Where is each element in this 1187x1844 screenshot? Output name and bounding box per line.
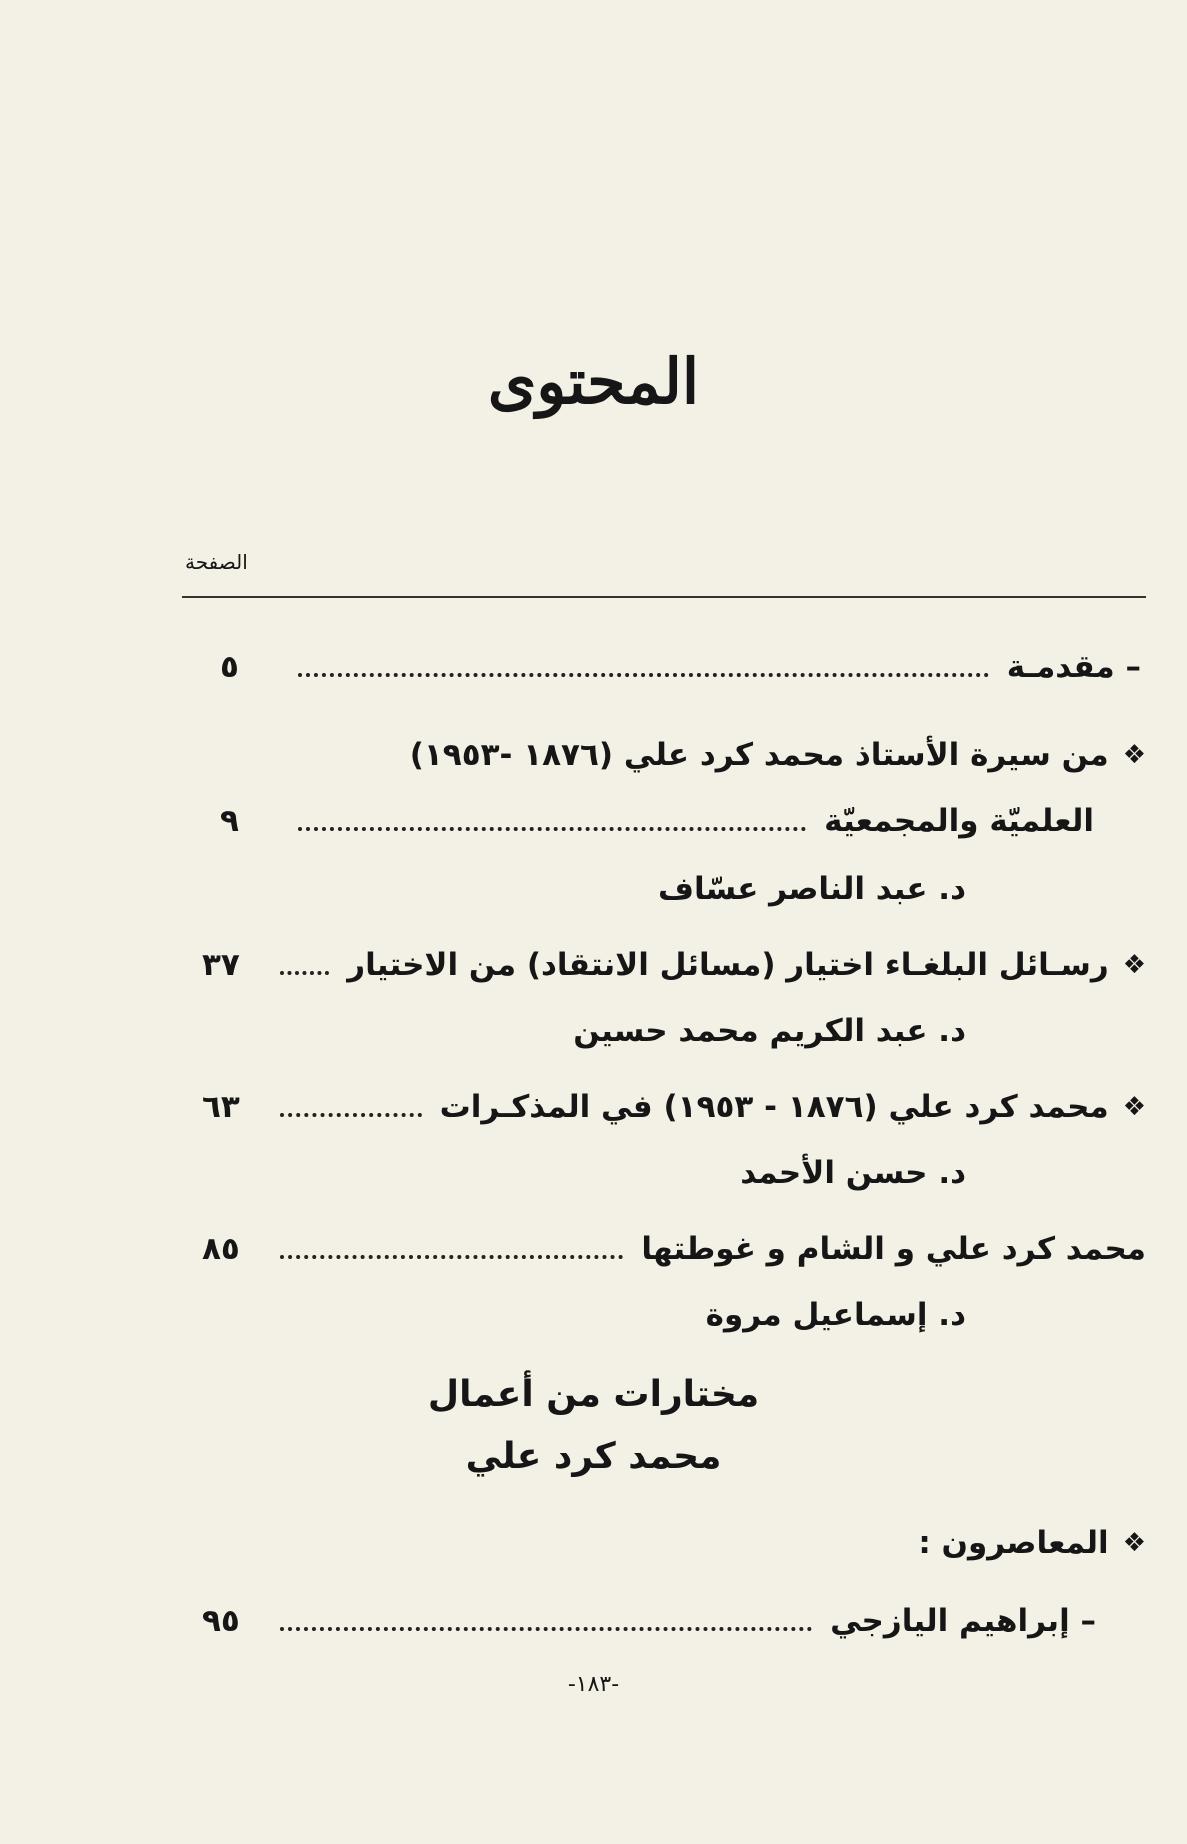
section-heading: مختارات من أعمال — [427, 1374, 760, 1415]
toc-entry-biography[interactable] — [182, 728, 1146, 782]
diamond-bullet-icon: ❖ — [1122, 1528, 1146, 1558]
subsection-label: المعاصرون : — [918, 1525, 1109, 1561]
page-title: المحتوى — [487, 345, 700, 418]
author-name: د. حسن الأحمد — [740, 1155, 966, 1191]
subsection-contemporaries — [182, 1516, 1146, 1570]
page-number: -١٨٣- — [567, 1672, 620, 1697]
toc-entry-page: ٨٥ — [202, 1231, 240, 1267]
diamond-bullet-icon: ❖ — [1122, 950, 1146, 980]
toc-entry-title: من سيرة الأستاذ محمد كرد علي (١٨٧٦ -١٩٥٣) — [409, 737, 1109, 773]
toc-entry-page: ٩ — [220, 803, 239, 839]
toc-entry-title: – إبراهيم اليازجي — [830, 1603, 1096, 1639]
toc-entry-author — [182, 1146, 1146, 1200]
toc-entry-title: رسـائل البلغـاء اختيار (مسائل الانتقاد) من الاختيار — [347, 947, 1109, 983]
dot-leader — [280, 1255, 623, 1259]
toc-entry-biography-cont — [182, 794, 1146, 848]
toc-entry-title: محمد كرد علي و الشام و غوطتها — [641, 1231, 1146, 1267]
toc-entry-rasail[interactable] — [182, 938, 1146, 992]
section-heading-line2: محمد كرد علي — [465, 1436, 722, 1477]
author-name: د. عبد الكريم محمد حسين — [573, 1013, 966, 1049]
diamond-bullet-icon: ❖ — [1122, 1092, 1146, 1122]
diamond-bullet-icon: ❖ — [1122, 740, 1146, 770]
toc-entry-page: ٣٧ — [202, 947, 240, 983]
toc-entry-yaziji[interactable] — [182, 1594, 1146, 1648]
author-name: د. إسماعيل مروة — [705, 1297, 966, 1333]
dot-leader — [280, 1627, 812, 1631]
dot-leader — [280, 971, 329, 975]
toc-entry-introduction[interactable] — [182, 640, 1146, 694]
page-column-label: الصفحة — [185, 550, 248, 574]
toc-entry-author — [182, 1004, 1146, 1058]
toc-entry-page: ٩٥ — [202, 1603, 240, 1639]
toc-entry-memoirs[interactable] — [182, 1080, 1146, 1134]
toc-entry-sham[interactable] — [182, 1222, 1146, 1276]
toc-entry-author — [182, 862, 1146, 916]
header-rule — [182, 596, 1146, 598]
dot-leader — [298, 673, 989, 677]
toc-entry-title: – مقدمـة — [1006, 649, 1141, 685]
toc-entry-title: محمد كرد علي (١٨٧٦ - ١٩٥٣) في المذكـرات — [439, 1089, 1109, 1125]
dot-leader — [280, 1113, 422, 1117]
toc-entry-author — [182, 1288, 1146, 1342]
toc-entry-page: ٦٣ — [202, 1089, 240, 1125]
dot-leader — [298, 827, 806, 831]
toc-entry-title-cont: العلميّة والمجمعيّة — [824, 803, 1094, 839]
author-name: د. عبد الناصر عسّاف — [658, 871, 966, 907]
toc-entry-page: ٥ — [220, 649, 239, 685]
